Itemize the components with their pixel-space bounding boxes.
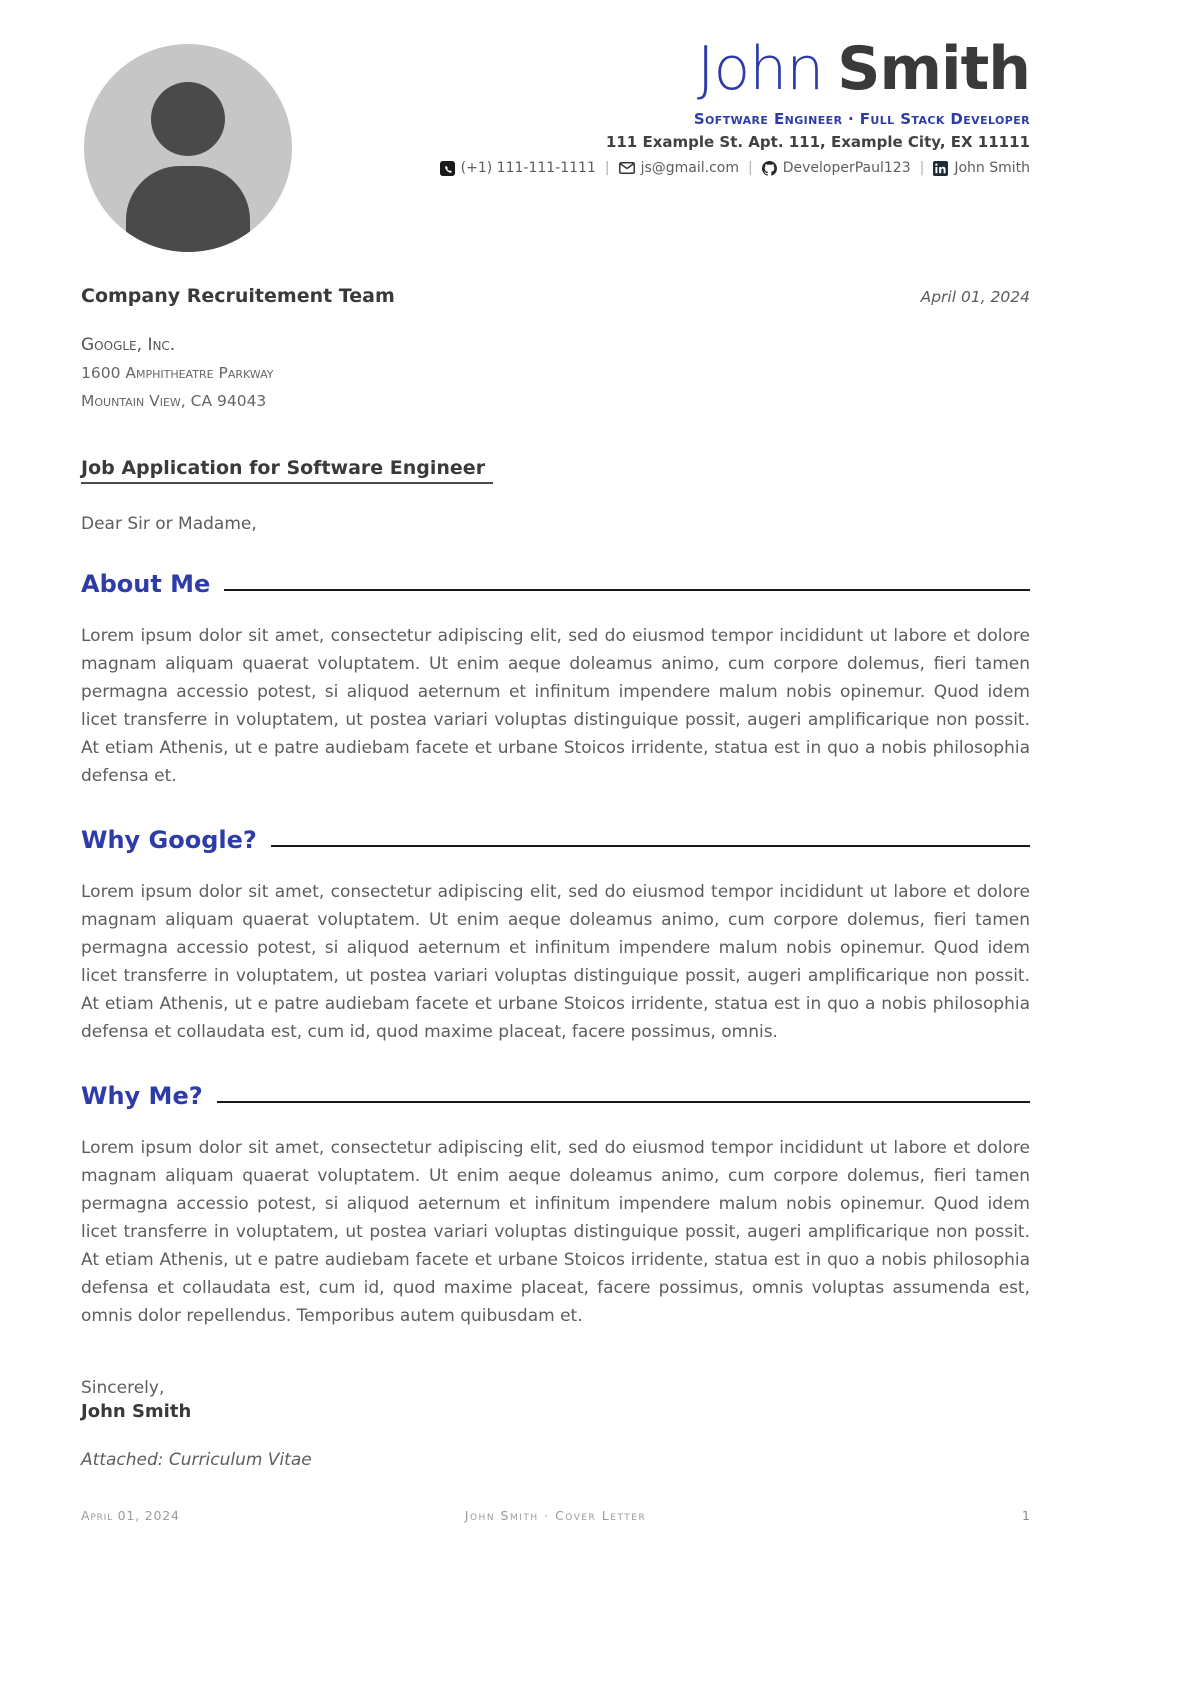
salutation: Dear Sir or Madame, xyxy=(81,514,257,534)
section-header xyxy=(81,1082,1030,1110)
postal-address: 111 Example St. Apt. 111, Example City, EX 11111 xyxy=(605,133,1030,151)
footer-title: John Smith · Cover Letter xyxy=(464,1508,647,1523)
section-title: About Me xyxy=(81,570,211,598)
github-icon xyxy=(762,161,777,176)
first-name: John xyxy=(696,34,824,104)
person-silhouette-icon xyxy=(151,82,225,156)
job-tagline: Software Engineer · Full Stack Developer xyxy=(693,110,1030,128)
person-silhouette-body xyxy=(126,166,250,252)
recipient-address-line-1: 1600 Amphitheatre Parkway xyxy=(81,364,274,382)
letter-subject: Job Application for Software Engineer xyxy=(81,457,493,484)
section-paragraph: Lorem ipsum dolor sit amet, consectetur adipiscing elit, sed do eiusmod tempor incididunt ut labore et dolore magnam aliquam quaerat voluptatem. Ut enim aeque doleamus animo, cum corpore dolemus, fieri tamen permagna accessio potest, si aliquod aeternum et infinitum impendere malum nobis opinemur. Quod idem licet transferre in voluptatem, ut postea variari voluptas distinguique possit, augeri amplificarique non possit. At etiam Athenis, ut e patre audiebam facete et urbane Stoicos irridente, statua est in quo a nobis philosophia defensa et collaudata est, cum id, quod maxime placeat, facere possimus, omnis. xyxy=(81,882,1030,1042)
full-name xyxy=(440,34,1030,104)
linkedin-name: John Smith xyxy=(954,160,1030,176)
phone-contact xyxy=(440,160,596,176)
separator: | xyxy=(919,160,925,176)
page-footer xyxy=(81,1508,1030,1523)
recipient-address-line-2: Mountain View, CA 94043 xyxy=(81,392,267,410)
section-paragraph: Lorem ipsum dolor sit amet, consectetur adipiscing elit, sed do eiusmod tempor incididunt ut labore et dolore magnam aliquam quaerat voluptatem. Ut enim aeque doleamus animo, cum corpore dolemus, fieri tamen permagna accessio potest, si aliquod aeternum et infinitum impendere malum nobis opinemur. Quod idem licet transferre in voluptatem, ut postea variari voluptas distinguique possit, augeri amplificarique non possit. At etiam Athenis, ut e patre audiebam facete et urbane Stoicos irridente, statua est in quo a nobis philosophia defensa et collaudata est, cum id, quod maxime placeat, facere possimus, omnis voluptas assumenda est, omnis dolor repellendus. Temporibus autem quibusdam et. xyxy=(81,1138,1030,1326)
section-title: Why Google? xyxy=(81,826,257,854)
recipient-name: Company Recruitement Team xyxy=(81,285,395,307)
recipient-row xyxy=(81,285,1030,307)
github-contact xyxy=(762,160,911,176)
recipient-address-block xyxy=(81,331,1030,415)
contact-row xyxy=(440,160,1030,176)
section-about-me xyxy=(81,570,1030,790)
section-rule xyxy=(224,589,1030,591)
recipient-organization: Google, Inc. xyxy=(81,335,176,355)
linkedin-icon xyxy=(933,161,948,176)
section-rule xyxy=(271,845,1030,847)
letter-content xyxy=(81,285,1030,1470)
separator: | xyxy=(748,160,753,176)
letter-date: April 01, 2024 xyxy=(920,288,1030,306)
email-icon xyxy=(619,162,635,174)
letter-header xyxy=(440,34,1030,176)
footer-page-number: 1 xyxy=(1022,1508,1030,1523)
phone-number: (+1) 111-111-1111 xyxy=(460,160,596,176)
github-username: DeveloperPaul123 xyxy=(782,160,911,176)
phone-icon xyxy=(440,161,455,176)
email-contact xyxy=(619,160,739,176)
separator: | xyxy=(604,160,610,176)
attachment-note: Attached: Curriculum Vitae xyxy=(81,1450,312,1470)
section-header xyxy=(81,826,1030,854)
closing-line: Sincerely, xyxy=(81,1378,165,1398)
section-rule xyxy=(217,1101,1030,1103)
section-header xyxy=(81,570,1030,598)
email-address: js@gmail.com xyxy=(640,160,739,176)
last-name: Smith xyxy=(837,34,1030,104)
section-paragraph: Lorem ipsum dolor sit amet, consectetur adipiscing elit, sed do eiusmod tempor incididunt ut labore et dolore magnam aliquam quaerat voluptatem. Ut enim aeque doleamus animo, cum corpore dolemus, fieri tamen permagna accessio potest, si aliquod aeternum et infinitum impendere malum nobis opinemur. Quod idem licet transferre in voluptatem, ut postea variari voluptas distinguique possit, augeri amplificarique non possit. At etiam Athenis, ut e patre audiebam facete et urbane Stoicos irridente, statua est in quo a nobis philosophia defensa et. xyxy=(81,626,1030,786)
section-title: Why Me? xyxy=(81,1082,203,1110)
section-why-me xyxy=(81,1082,1030,1330)
profile-photo-placeholder xyxy=(84,44,292,252)
signature-name: John Smith xyxy=(81,1401,192,1422)
section-why-google xyxy=(81,826,1030,1046)
linkedin-contact xyxy=(933,160,1030,176)
footer-date: April 01, 2024 xyxy=(81,1508,180,1523)
